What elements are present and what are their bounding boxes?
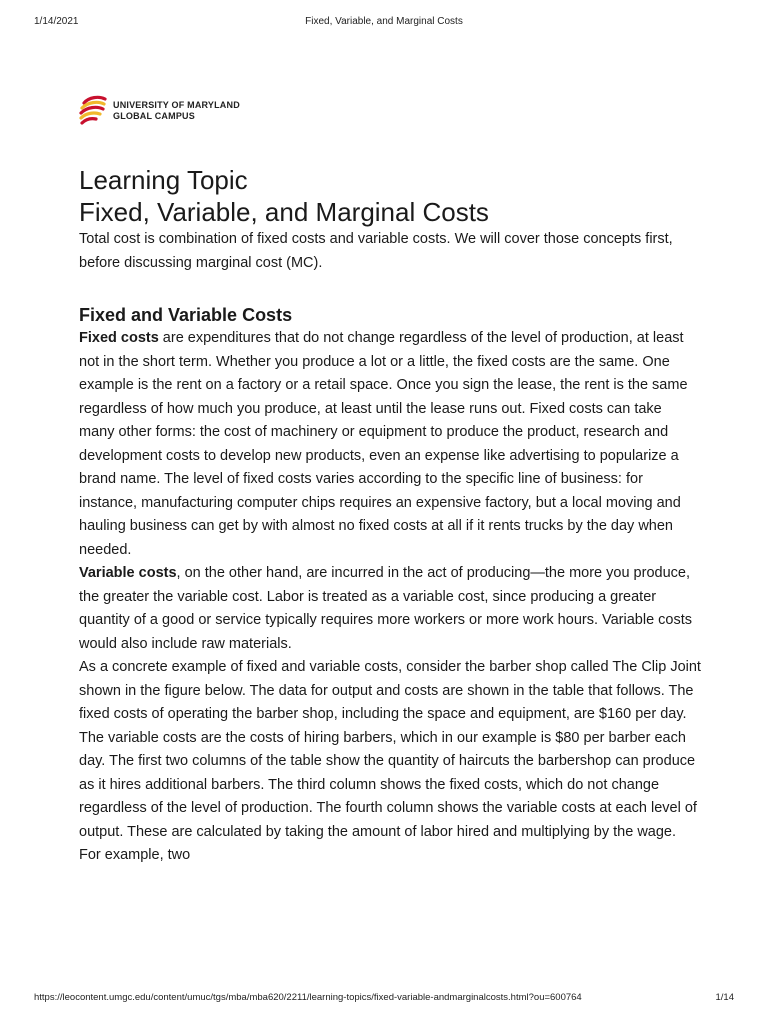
print-doc-title: Fixed, Variable, and Marginal Costs [305, 16, 463, 27]
variable-costs-term: Variable costs [79, 565, 177, 581]
logo-line-1: UNIVERSITY OF MARYLAND [113, 100, 240, 110]
variable-costs-paragraph [79, 562, 701, 656]
page-title: Fixed, Variable, and Marginal Costs [79, 197, 489, 227]
section-heading: Fixed and Variable Costs [79, 305, 293, 325]
logo-wordmark [113, 100, 240, 122]
fixed-costs-term: Fixed costs [79, 330, 159, 346]
source-url-link[interactable]: https://leocontent.umgc.edu/content/umuc/tgs/mba/mba620/2211/learning-topics/fixed-variable-andmarginalcosts.html?ou=600764 [34, 992, 582, 1003]
print-date: 1/14/2021 [34, 16, 79, 27]
topic-label: Learning Topic [79, 165, 248, 195]
print-header [0, 0, 768, 30]
intro-paragraph: Total cost is combination of fixed costs and variable costs. We will cover those concepts first, before discussing marginal cost (MC). [79, 231, 673, 271]
variable-costs-text: , on the other hand, are incurred in the act of producing—the more you produce, the greater the variable cost. Labor is treated as a variable cost, since producing a greater quantity of a good or service typically requires more workers or more work hours. Variable costs would also include raw materials. [79, 565, 693, 652]
umgc-logo[interactable] [79, 94, 269, 128]
umgc-logo-mark-icon [79, 94, 109, 128]
page-number: 1/14 [715, 992, 734, 1003]
fixed-costs-paragraph [79, 327, 701, 562]
article [79, 164, 701, 868]
fixed-costs-text: are expenditures that do not change regardless of the level of production, at least not in the short term. Whether you produce a lot or a little, the fixed costs are the same. One example is the rent on a factory or a retail space. Once you sign the lease, the rent is the same regardless of how much you produce, at least until the lease runs out. Fixed costs can take many other forms: the cost of machinery or equipment to produce the product, research and development costs to develop new products, even an expense like advertising to popularize a brand name. The level of fixed costs varies according to the specific line of business: for instance, manufacturing computer chips requires an expensive factory, but a local moving and hauling business can get by with almost no fixed costs at all if it rents trucks by the day when needed. [79, 330, 688, 558]
logo-line-2: GLOBAL CAMPUS [113, 111, 195, 121]
example-paragraph: As a concrete example of fixed and variable costs, consider the barber shop called The Clip Joint shown in the figure below. The data for output and costs are shown in the table that follows. The fixed costs of operating the barber shop, including the space and equipment, are $160 per day. The variable costs are the costs of hiring barbers, which in our example is $80 per barber each day. The first two columns of the table show the quantity of haircuts the barbershop can produce as it hires additional barbers. The third column shows the fixed costs, which do not change regardless of the level of production. The fourth column shows the variable costs at each level of output. These are calculated by taking the amount of labor hired and multiplying by the wage. For example, two [79, 659, 701, 863]
